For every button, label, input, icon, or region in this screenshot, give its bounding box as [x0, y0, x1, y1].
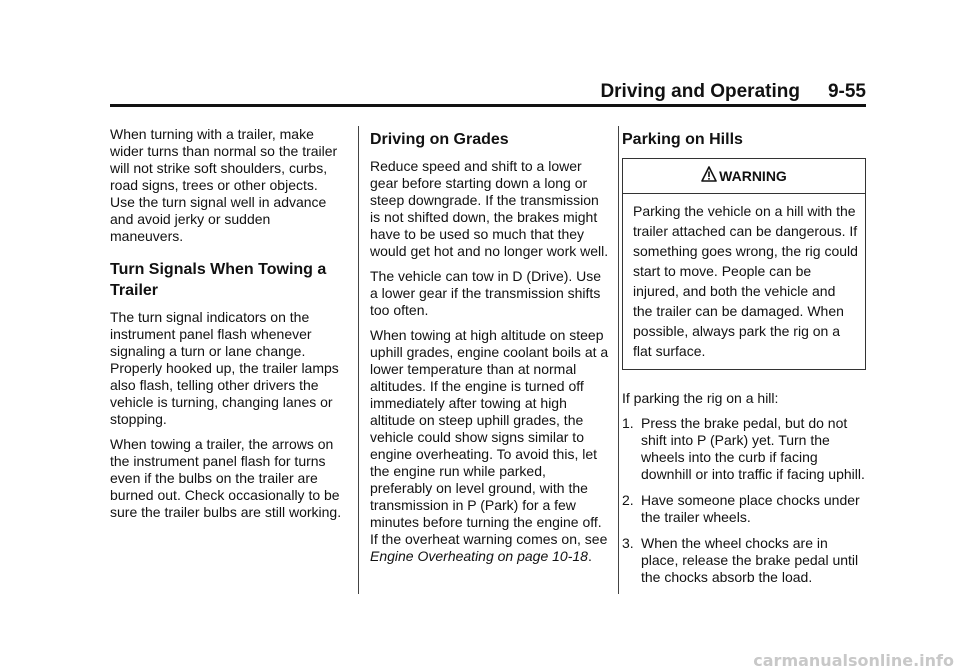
engine-overheating-link[interactable]: Engine Overheating on page 10-18: [370, 548, 588, 564]
page-header: [110, 80, 866, 104]
column-divider: [618, 126, 619, 594]
list-item: [622, 492, 866, 526]
warning-label: WARNING: [719, 168, 787, 184]
step-text: Have someone place chocks under the trailer wheels.: [641, 492, 860, 525]
paragraph-end: .: [587, 548, 592, 564]
warning-text: Parking the vehicle on a hill with the trailer attached can be dangerous. If something goes wrong, the rig could start to move. People can be injured, and both the vehicle and the trailer can be damaged. When possible, always park the rig on a flat surface.: [633, 203, 858, 359]
paragraph-turning: When turning with a trailer, make wider turns than normal so the trailer will not strike soft shoulders, curbs, road signs, trees or other objects. Use the turn signal well in advance and avoid jerky or sudden maneuvers.: [110, 126, 338, 244]
column-left: [110, 126, 346, 529]
heading-driving-on-grades: Driving on Grades: [370, 131, 509, 148]
step-number: 3.: [622, 535, 634, 551]
paragraph-reduce-speed: Reduce speed and shift to a lower gear before starting down a long or steep downgrade. If the transmission is not shifted down, the brakes might have to be used so much that they would get hot and no longer work well.: [370, 158, 609, 259]
list-item: [622, 535, 866, 586]
header-rule: [110, 104, 866, 107]
warning-header: [623, 159, 865, 194]
step-number: 2.: [622, 492, 634, 508]
paragraph-high-altitude: [370, 327, 610, 565]
paragraph-arrows: When towing a trailer, the arrows on the instrument panel flash for turns even if the bulbs on the trailer are burned out. Check occasionally to be sure the trailer bulbs are still working.: [110, 436, 342, 520]
column-right: [622, 126, 866, 595]
heading-turn-signals: Turn Signals When Towing a Trailer: [110, 261, 327, 299]
high-altitude-text: When towing at high altitude on steep uphill grades, engine coolant boils at a lower temperature than at normal altitudes. If the engine is turned off immediately after towing at high altitude on steep uphill grades, the vehicle could show signs similar to engine overheating. To avoid this, let the engine run while parked, preferably on level ground, with the transmission in P (Park) for a few minutes before turning the engine off. If the overheat warning comes on, see: [370, 327, 609, 547]
step-number: 1.: [622, 415, 634, 431]
column-divider: [358, 126, 359, 594]
heading-parking-on-hills: Parking on Hills: [622, 131, 743, 148]
warning-icon: [701, 166, 717, 183]
paragraph-drive: The vehicle can tow in D (Drive). Use a lower gear if the transmission shifts too often.: [370, 268, 602, 318]
step-text: Press the brake pedal, but do not shift into P (Park) yet. Turn the wheels into the curb if facing downhill or into traffic if facing uphill.: [641, 415, 865, 482]
column-middle: [370, 126, 610, 573]
paragraph-turn-indicators: The turn signal indicators on the instrument panel flash whenever signaling a turn or lane change. Properly hooked up, the trailer lamps also flash, telling other drivers the vehicle is turning, changing lanes or stopping.: [110, 309, 339, 427]
parking-steps: [622, 415, 866, 586]
step-text: When the wheel chocks are in place, release the brake pedal until the chocks absorb the load.: [641, 535, 859, 585]
parking-intro: If parking the rig on a hill:: [622, 390, 779, 406]
section-title: Driving and Operating: [600, 81, 800, 102]
watermark: carmanualsonline.info: [753, 651, 954, 670]
list-item: [622, 415, 866, 483]
warning-box: [622, 158, 866, 370]
page-number: 9-55: [827, 81, 866, 102]
